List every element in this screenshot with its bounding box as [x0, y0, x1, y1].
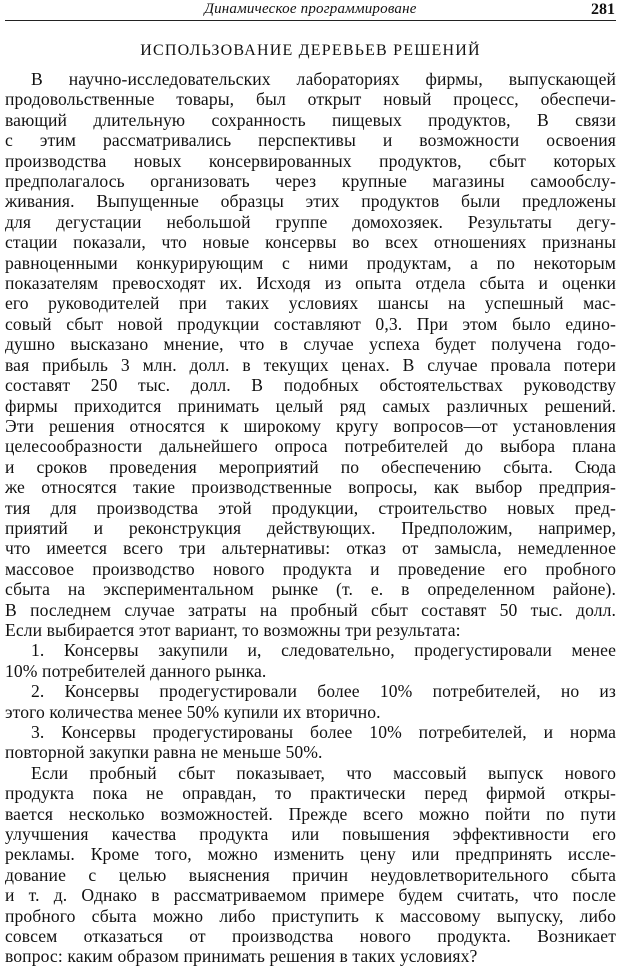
text-line: тия для производства этой продукции, строительство новых пред- [5, 497, 616, 518]
list-item-2-line: 2. Консервы продегустировали более 10% потребителей, но из [31, 681, 616, 702]
text-line: Если выбирается этот вариант, то возможны три результата: [5, 619, 461, 640]
text-line: и сроков проведения мероприятий по обеспечению сбыта. Сюда [5, 456, 616, 477]
running-head [5, 0, 616, 21]
text-line: с этим рассматривались перспективы и возможности освоения [5, 130, 616, 151]
text-line: показателям превосходят их. Исходя из опыта отдела сбыта и оценки [5, 273, 616, 294]
text-line: же относятся такие производственные вопросы, как выбор предприя- [5, 477, 616, 498]
body-text [5, 69, 616, 967]
list-item-1-line: 10% потребителей данного рынка. [5, 660, 267, 681]
text-line: предполагалось организовать через крупные магазины самообслу- [5, 171, 616, 192]
text-line: Эти решения относятся к широкому кругу вопросов—от установления [5, 415, 616, 436]
text-line: вая прибыль 3 млн. долл. в текущих ценах. В случае провала потери [5, 354, 616, 375]
text-line: продовольственные товары, был открыт новый процесс, обеспечи- [5, 89, 616, 110]
list-item-1-line: 1. Консервы закупили и, следовательно, продегустировали менее [31, 640, 616, 661]
text-line: живания. Выпущенные образцы этих продуктов были предложены [5, 191, 616, 212]
text-line: и т. д. Однако в рассматриваемом примере будем считать, что после [5, 885, 616, 906]
text-line: совый сбыт новой продукции составляют 0,3. При этом было едино- [5, 313, 616, 334]
text-line: пробного сбыта можно либо приступить к массовому выпуску, либо [5, 905, 616, 926]
text-line: дование с целью выяснения причин неудовлетворительного сбыта [5, 864, 616, 885]
text-line: рекламы. Кроме того, можно изменить цену или предпринять иссле- [5, 844, 616, 865]
text-line: целесообразности дальнейшего опроса потребителей до выбора плана [5, 436, 616, 457]
text-line: вопрос: каким образом принимать решения в таких условиях? [5, 946, 478, 967]
text-line: продукта пока не оправдан, то практически перед фирмой откры- [5, 783, 616, 804]
section-title: ИСПОЛЬЗОВАНИЕ ДЕРЕВЬЕВ РЕШЕНИЙ [140, 42, 481, 59]
text-line: составят 250 тыс. долл. В подобных обстоятельствах руководству [5, 375, 616, 396]
text-line: В научно-исследовательских лабораториях фирмы, выпускающей [31, 69, 616, 89]
text-line: производства новых консервированных продуктов, сбыт которых [5, 150, 616, 171]
text-line: что имеется всего три альтернативы: отказ от замысла, немедленное [5, 538, 616, 559]
text-line: равноценными конкурирующим с ними продуктам, а по некоторым [5, 252, 616, 273]
text-line: его руководителей при таких условиях шансы на успешный мас- [5, 293, 616, 314]
text-line: вающий длительную сохранность пищевых продуктов, В связи [5, 109, 616, 130]
list-item-3-line: повторной закупки равна не меньше 50%. [5, 742, 323, 763]
text-line: сбыта на экспериментальном рынке (т. е. в определенном районе). [5, 579, 616, 600]
text-line: стации показали, что новые консервы во всех отношениях признаны [5, 232, 616, 253]
text-line: фирмы приходится принимать целый ряд самых различных решений. [5, 395, 616, 416]
list-item-2-line: этого количества менее 50% купили их вторично. [5, 701, 381, 722]
text-line: душно высказано мнение, что в случае успеха будет получена годо- [5, 334, 616, 355]
text-line: совсем отказаться от производства нового продукта. Возникает [5, 926, 616, 947]
text-line: Если пробный сбыт показывает, что массовый выпуск нового [31, 762, 616, 783]
page-number: 281 [591, 1, 615, 18]
text-line: для дегустации небольшой группе домохозяек. Результаты дегу- [5, 211, 616, 232]
list-item-3-line: 3. Консервы продегустированы более 10% потребителей, и норма [31, 722, 616, 742]
text-line: улучшения качества продукта или повышения эффективности его [5, 824, 616, 845]
text-line: приятий и реконструкция действующих. Предположим, например, [5, 517, 616, 538]
text-line: В последнем случае затраты на пробный сбыт составят 50 тыс. долл. [5, 599, 616, 620]
text-line: вается несколько возможностей. Прежде всего можно пойти по пути [5, 803, 616, 824]
text-line: массовое производство нового продукта и проведение его пробного [5, 558, 616, 579]
running-head-title: Динамическое программироване [204, 1, 417, 17]
